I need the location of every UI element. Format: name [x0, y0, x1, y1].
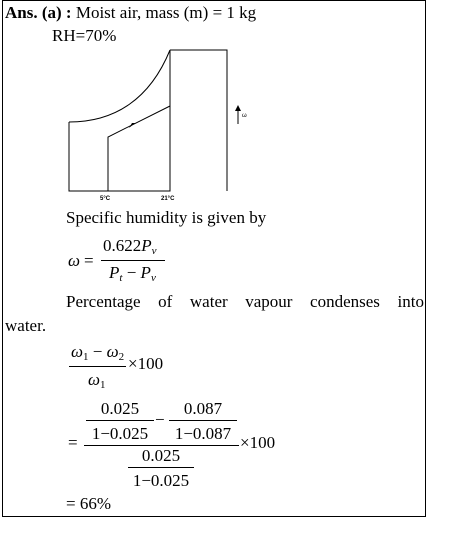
process-path [108, 106, 170, 191]
n1-numerator: 0.025 [100, 399, 140, 418]
y-axis-label: ω [242, 113, 247, 119]
formula2-numerator: $\omega_1 - \omega_2$ [71, 342, 125, 363]
n1-fraction-bar [86, 420, 154, 421]
d-denominator: 1−0.025 [132, 471, 190, 490]
psychrometric-chart [60, 44, 260, 209]
d-fraction-bar [128, 467, 194, 468]
percentage-paragraph: Percentage of water vapour condenses into [66, 292, 424, 311]
saturation-curve [69, 50, 170, 122]
formula2-times-100: ×100 [128, 354, 164, 373]
chart-frame [69, 50, 170, 191]
result: = 66% [66, 494, 111, 513]
n2-fraction-bar [169, 420, 237, 421]
n2-denominator: 1−0.087 [174, 424, 232, 443]
answer-label: Ans. (a) : [5, 3, 72, 22]
x-label-right: 21°C [161, 196, 175, 202]
omega-symbol: ω [68, 251, 81, 270]
equals-sign: = [84, 251, 94, 270]
formula1-fraction-bar [101, 260, 165, 261]
n1-denominator: 1−0.025 [91, 424, 149, 443]
d-numerator: 0.025 [141, 446, 181, 465]
x-label-left: 5°C [100, 196, 111, 202]
formula1-numerator: $0.622P_v$ [103, 236, 157, 257]
specific-humidity-text: Specific humidity is given by [66, 208, 267, 227]
formula3-equals: = [68, 433, 78, 452]
relative-humidity: RH=70% [52, 26, 117, 45]
saturation-top-line [170, 50, 227, 191]
n-minus: − [155, 410, 165, 429]
formula2-fraction-bar [69, 366, 126, 367]
answer-header [5, 3, 256, 23]
formula3-times-100: ×100 [240, 433, 276, 452]
n2-numerator: 0.087 [183, 399, 223, 418]
formula2-denominator: $\omega_1$ [88, 370, 106, 391]
formula1-denominator: $P_t - P_v$ [109, 263, 156, 284]
omega-axis-arrow-icon [235, 105, 241, 124]
given-statement: Moist air, mass (m) = 1 kg [75, 3, 257, 22]
percentage-paragraph-end: water. [5, 316, 47, 335]
